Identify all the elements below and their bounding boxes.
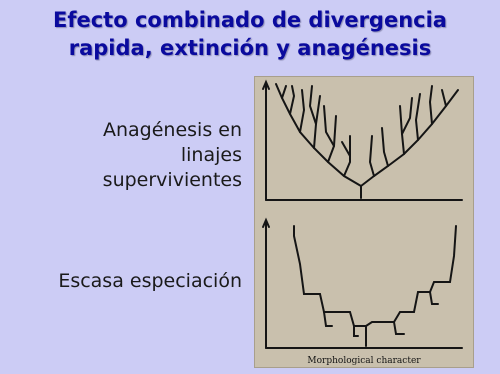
anagenesis-label-line-3: supervivientes bbox=[102, 169, 242, 191]
slide-title-line-2: rapida, extinción y anagénesis bbox=[68, 36, 432, 60]
speciation-label: Escasa especiación bbox=[58, 270, 242, 292]
anagenesis-label-line-2: linajes bbox=[180, 144, 242, 166]
slide-title bbox=[0, 6, 500, 62]
xaxis-label: Morphological character bbox=[307, 356, 421, 366]
phylogeny-figure bbox=[254, 76, 474, 368]
figure-paper bbox=[254, 76, 474, 368]
slide-title-line-1: Efecto combinado de divergencia bbox=[53, 8, 447, 32]
anagenesis-label-line-1: Anagénesis en bbox=[102, 119, 242, 141]
anagenesis-label bbox=[103, 118, 242, 193]
